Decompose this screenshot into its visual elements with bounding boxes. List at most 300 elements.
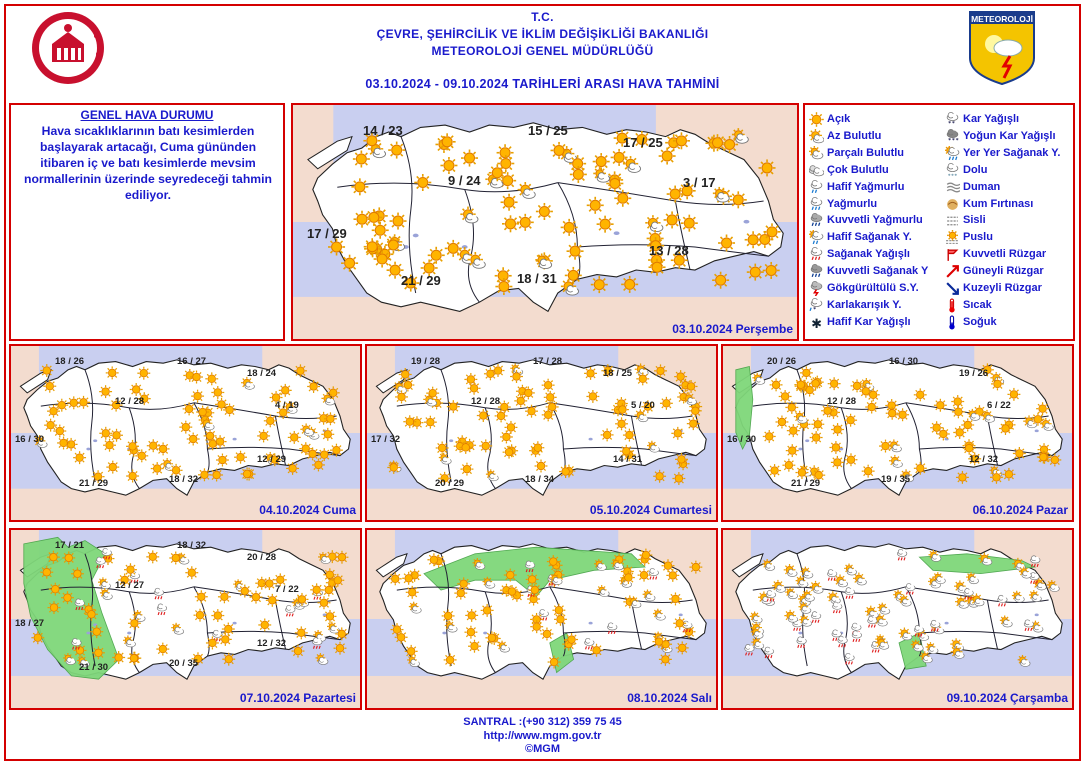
temperature-label: 18 / 25 (603, 368, 633, 379)
sun-icon (570, 166, 587, 183)
legend-label: Dolu (963, 163, 988, 176)
sun-icon (47, 551, 60, 564)
sun-icon (211, 386, 224, 399)
temperature-label: 21 / 29 (79, 478, 109, 489)
sun-icon (395, 390, 408, 403)
sun-icon (671, 427, 684, 440)
sun-icon (399, 368, 412, 381)
sun-icon (424, 416, 437, 429)
svg-text:*: * (948, 137, 952, 144)
sun-icon (497, 155, 514, 172)
sun-icon (49, 583, 62, 596)
sun-icon (500, 430, 513, 443)
sun-icon (402, 572, 415, 585)
sun-icon (322, 584, 335, 597)
temperature-label: 15 / 25 (528, 123, 568, 138)
sun-icon (258, 618, 271, 631)
shower-icon (809, 247, 824, 262)
legend-label: Yağmurlu (827, 197, 878, 210)
header-tc: T.C. (531, 10, 554, 24)
sun-icon (673, 617, 686, 630)
snow-icon (945, 112, 960, 127)
sun-icon (447, 400, 460, 413)
sun-icon (128, 652, 141, 665)
sun-icon (126, 440, 139, 453)
sun-icon (307, 380, 320, 393)
header-ministry: ÇEVRE, ŞEHİRCİLİK VE İKLİM DEĞİŞİKLİĞİ BAKANLIĞI (376, 27, 709, 41)
day-label: 07.10.2024 Pazartesi (239, 691, 356, 705)
temperature-label: 21 / 30 (79, 662, 109, 673)
sun-icon (459, 441, 472, 454)
sun-icon (354, 211, 371, 228)
sun-icon (73, 451, 86, 464)
sun-icon (567, 243, 584, 260)
sun-icon (673, 132, 690, 149)
sun-icon (809, 377, 822, 390)
sun-icon (436, 441, 449, 454)
sun-icon (775, 416, 788, 429)
sun-icon (445, 240, 462, 257)
sun-icon (547, 555, 560, 568)
sun-icon (219, 633, 232, 646)
sun-icon (654, 364, 667, 377)
sun-icon (614, 190, 631, 207)
day-label: 03.10.2024 Perşembe (672, 322, 793, 336)
sun-icon (689, 561, 702, 574)
sun-icon (85, 608, 98, 621)
temperature-label: 5 / 20 (631, 400, 655, 411)
turkey-map (367, 346, 716, 520)
sandstorm-icon (945, 197, 960, 212)
temperature-label: 6 / 22 (987, 400, 1011, 411)
sun-icon (292, 645, 305, 658)
sun-icon (406, 586, 419, 599)
sun-icon (794, 378, 807, 391)
heavy-shower-icon (809, 264, 824, 279)
sun-icon (674, 370, 687, 383)
legend-label: Açık (827, 113, 851, 125)
sun-icon (137, 367, 150, 380)
sun-icon (681, 215, 698, 232)
header-directorate: METEOROLOJİ GENEL MÜDÜRLÜĞÜ (431, 44, 654, 58)
sun-icon (263, 577, 276, 590)
strong-wind-icon (945, 247, 960, 262)
sun-icon (484, 367, 497, 380)
sun-icon (845, 453, 858, 466)
sun-icon (454, 587, 467, 600)
sun-icon (829, 441, 842, 454)
sun-icon (321, 428, 334, 441)
svg-text:*: * (813, 306, 817, 313)
turkey-map (723, 530, 1072, 708)
sun-icon (526, 573, 539, 586)
sun-icon (481, 604, 494, 617)
sun-icon (385, 236, 402, 253)
sun-icon (106, 461, 119, 474)
sun-icon (811, 418, 824, 431)
legend-label: Kuvvetli Rüzgar (963, 248, 1047, 261)
smoke-icon (945, 180, 960, 195)
sun-icon (495, 409, 508, 422)
map-panel-day-1 (291, 103, 799, 341)
general-weather-title: GENEL HAVA DURUMU (80, 108, 214, 122)
sun-icon (318, 596, 331, 609)
sun-icon (414, 174, 431, 191)
sun-icon (223, 403, 236, 416)
sun-icon (544, 391, 557, 404)
legend-label: Soğuk (963, 315, 997, 328)
temperature-label: 3 / 17 (683, 175, 716, 190)
svg-text:METEOROLOJİ: METEOROLOJİ (971, 14, 1033, 24)
sun-icon (387, 461, 400, 474)
sun-icon (506, 585, 519, 598)
sun-icon (106, 366, 119, 379)
legend-label: Sıcak (963, 298, 992, 311)
sun-icon (364, 238, 381, 255)
map-panel-day-2 (9, 344, 362, 522)
sun-icon (672, 472, 685, 485)
temperature-label: 18 / 32 (169, 474, 199, 485)
sun-icon (896, 408, 909, 421)
sun-icon (427, 553, 440, 566)
sun-icon (312, 458, 325, 471)
temperature-label: 20 / 28 (247, 552, 277, 563)
sun-icon (759, 159, 776, 176)
sun-icon (310, 583, 323, 596)
map-panel-day-5 (9, 528, 362, 710)
sun-icon (403, 415, 416, 428)
sun-icon (222, 623, 235, 636)
sun-icon (763, 262, 780, 279)
sun-icon (324, 412, 337, 425)
sun-icon (584, 367, 597, 380)
sleet-icon (809, 298, 824, 313)
sun-icon (279, 384, 292, 397)
sun-icon (712, 272, 729, 289)
sun-icon (649, 259, 666, 276)
light-snow-icon (809, 315, 824, 330)
sun-icon (536, 203, 553, 220)
svg-text:✱: ✱ (811, 316, 822, 330)
legend-label: Karlakarışık Y. (827, 298, 902, 311)
sun-icon (388, 142, 405, 159)
sun-icon (660, 397, 673, 410)
sun-icon (234, 451, 247, 464)
sun-icon (914, 388, 927, 401)
day-label: 06.10.2024 Pazar (972, 503, 1068, 517)
sun-icon (288, 431, 301, 444)
sun-icon (990, 471, 1003, 484)
sun-icon (810, 431, 823, 444)
sun-icon (195, 590, 208, 603)
sun-icon (999, 422, 1012, 435)
sun-icon (611, 149, 628, 166)
thunderstorm-icon (809, 281, 824, 296)
general-weather-text: Hava sıcaklıklarının batı kesimlerden başlayarak artacağı, Cuma gününden itibaren iç ve batı kesimlerde mevsim normallerinin üzerinde seyredeceği tahmin ediliyor. (24, 124, 272, 202)
sun-icon (216, 454, 229, 467)
sun-icon (40, 566, 53, 579)
sun-icon (126, 470, 139, 483)
sun-icon (210, 469, 223, 482)
sun-icon (198, 468, 211, 481)
sun-icon (328, 238, 345, 255)
sun-icon (389, 572, 402, 585)
sun-icon (187, 433, 200, 446)
sun-icon (156, 643, 169, 656)
sun-icon (541, 627, 554, 640)
temperature-label: 12 / 32 (969, 454, 999, 465)
map-panel-day-6 (365, 528, 718, 710)
legend-label: Puslu (963, 231, 993, 244)
sun-icon (770, 378, 783, 391)
sun-icon (464, 626, 477, 639)
sun-icon (914, 462, 927, 475)
sun-icon (831, 456, 844, 469)
sun-icon (110, 429, 123, 442)
sun-icon (31, 631, 44, 644)
general-weather-box (9, 103, 285, 341)
sun-icon (468, 640, 481, 653)
sun-icon (495, 278, 512, 295)
sun-icon (831, 423, 844, 436)
sun-icon (457, 577, 470, 590)
sun-icon (130, 383, 143, 396)
temperature-label: 16 / 30 (15, 434, 45, 445)
sun-icon (439, 133, 456, 150)
sun-icon (306, 447, 319, 460)
sun-icon (222, 653, 235, 666)
temperature-label: 18 / 24 (247, 368, 277, 379)
sun-icon (57, 436, 70, 449)
sun-icon (718, 235, 735, 252)
legend-label: Sisli (963, 214, 986, 227)
sun-icon (485, 631, 498, 644)
legend-label: Yoğun Kar Yağışlı (963, 129, 1056, 142)
sun-icon (334, 642, 347, 655)
sun-icon (867, 388, 880, 401)
sun-icon (953, 426, 966, 439)
sun-icon (99, 427, 112, 440)
sun-icon (502, 215, 519, 232)
sun-icon (730, 191, 747, 208)
sun-icon (1007, 388, 1020, 401)
sun-icon (687, 417, 700, 430)
sun-icon (597, 216, 614, 233)
sun-icon (622, 571, 635, 584)
sun-icon (689, 404, 702, 417)
legend-label: Hafif Kar Yağışlı (827, 315, 911, 328)
sun-icon (763, 430, 776, 443)
sun-icon (601, 428, 614, 441)
sun-icon (565, 633, 578, 646)
sun-icon (250, 591, 263, 604)
sun-icon (590, 644, 603, 657)
sun-icon (768, 464, 781, 477)
sun-icon (504, 569, 517, 582)
sun-icon (62, 551, 75, 564)
temperature-label: 20 / 35 (169, 658, 199, 669)
sun-icon (461, 150, 478, 167)
sun-icon (264, 414, 277, 427)
sun-icon (464, 373, 477, 386)
map-panel-day-4 (721, 344, 1074, 522)
sun-icon (335, 627, 348, 640)
sun-icon (669, 592, 682, 605)
header-date-range: 03.10.2024 - 09.10.2024 TARİHLERİ ARASI HAVA TAHMİNİ (365, 77, 720, 91)
sun-icon (169, 552, 182, 565)
sun-icon (664, 211, 681, 228)
legend-label: Kuzeyli Rüzgar (963, 282, 1042, 294)
sun-icon (183, 402, 196, 415)
sun-icon (460, 463, 473, 476)
haze-icon (945, 230, 960, 245)
temperature-label: 16 / 30 (727, 434, 757, 445)
sun-icon (501, 194, 518, 211)
sun-icon (391, 623, 404, 636)
sun-icon (128, 617, 141, 630)
sun-icon (510, 370, 523, 383)
temperature-label: 12 / 28 (115, 396, 145, 407)
temperature-label: 14 / 31 (613, 454, 643, 465)
temperature-label: 16 / 30 (889, 356, 919, 367)
cloudy-icon (809, 163, 824, 178)
footer-copyright: ©MGM (525, 743, 560, 755)
sun-icon (616, 403, 629, 416)
temperature-label: 19 / 28 (411, 356, 441, 367)
sun-icon (530, 620, 543, 633)
sun-icon (53, 425, 66, 438)
sun-icon (551, 142, 568, 159)
heavy-snow-icon (945, 129, 960, 144)
sun-icon (48, 601, 61, 614)
sun-icon (324, 610, 337, 623)
sun-icon (286, 462, 299, 475)
legend-label: Yer Yer Sağanak Y. (963, 146, 1061, 159)
sun-icon (548, 656, 561, 669)
legend-label: Hafif Yağmurlu (827, 180, 905, 193)
temperature-label: 17 / 29 (307, 226, 347, 241)
sun-icon (135, 449, 148, 462)
fog-icon (945, 213, 960, 228)
north-wind-icon (945, 281, 960, 296)
sun-icon (206, 637, 219, 650)
turkey-map (11, 530, 360, 708)
sun-icon (190, 371, 203, 384)
sun-icon (211, 609, 224, 622)
sun-icon (204, 429, 217, 442)
day-label: 09.10.2024 Çarşamba (946, 691, 1068, 705)
sun-icon (43, 380, 56, 393)
sun-icon (667, 186, 684, 203)
sun-icon (721, 136, 738, 153)
temperature-label: 7 / 22 (275, 584, 299, 595)
sun-icon (559, 465, 572, 478)
sun-icon (365, 209, 382, 226)
sun-icon (659, 653, 672, 666)
sun-icon (426, 387, 439, 400)
day-label: 08.10.2024 Salı (627, 691, 712, 705)
sun-icon (1002, 468, 1015, 481)
sun-icon (639, 549, 652, 562)
sun-icon (205, 372, 218, 385)
sun-icon (318, 448, 331, 461)
temperature-label: 18 / 27 (15, 618, 45, 629)
sun-icon (991, 377, 1004, 390)
hot-icon (945, 298, 960, 313)
legend-label: Az Bulutlu (827, 129, 882, 142)
sun-icon (844, 414, 857, 427)
legend-label: Kuvvetli Yağmurlu (827, 214, 923, 227)
sun-icon (652, 635, 665, 648)
sun-icon (341, 255, 358, 272)
sun-icon (952, 405, 965, 418)
sun-icon (179, 421, 192, 434)
sun-icon (294, 364, 307, 377)
legend-box (803, 103, 1075, 341)
temperature-label: 21 / 29 (401, 273, 441, 288)
sun-icon (1036, 402, 1049, 415)
day-label: 04.10.2024 Cuma (259, 503, 356, 517)
scattered-shower-icon (945, 146, 960, 161)
sun-icon (90, 625, 103, 638)
temperature-label: 13 / 28 (649, 243, 689, 258)
temperature-label: 18 / 31 (517, 271, 557, 286)
sun-icon (444, 653, 457, 666)
sun-icon (963, 442, 976, 455)
map-panel-day-7 (721, 528, 1074, 710)
sun-icon (353, 151, 370, 168)
legend-label: Güneyli Rüzgar (963, 265, 1044, 278)
sun-icon (503, 446, 516, 459)
sun-icon (623, 429, 636, 442)
svg-text:*: * (951, 137, 955, 144)
sun-icon (257, 429, 270, 442)
legend-label: Parçalı Bulutlu (827, 146, 905, 159)
sun-icon (67, 396, 80, 409)
sun-icon (709, 134, 726, 151)
sun-icon (851, 379, 864, 392)
map-panel-day-3 (365, 344, 718, 522)
heavy-rain-icon (809, 213, 824, 228)
turkey-map (293, 105, 797, 339)
sun-icon (879, 440, 892, 453)
temperature-label: 20 / 29 (435, 478, 465, 489)
sun-icon (531, 441, 544, 454)
temperature-label: 18 / 26 (55, 356, 85, 367)
sun-icon (191, 390, 204, 403)
legend-label: Gökgürültülü S.Y. (827, 282, 919, 294)
footer-url[interactable]: http://www.mgm.gov.tr (483, 730, 602, 742)
temperature-label: 18 / 32 (177, 540, 207, 551)
sun-icon (787, 424, 800, 437)
sun-icon (44, 419, 57, 432)
sun-icon (828, 377, 841, 390)
sun-icon (295, 626, 308, 639)
sun-icon (390, 213, 407, 230)
temperature-label: 17 / 25 (623, 135, 663, 150)
sun-icon (374, 251, 391, 268)
footer-phone: SANTRAL :(+90 312) 359 75 45 (463, 716, 622, 728)
temperature-label: 19 / 35 (881, 474, 911, 485)
sun-icon (561, 219, 578, 236)
sun-icon (685, 380, 698, 393)
sun-icon (266, 594, 279, 607)
temperature-label: 12 / 29 (257, 454, 287, 465)
legend-label: Duman (963, 180, 1001, 193)
hail-icon (945, 163, 960, 178)
sun-icon (61, 591, 74, 604)
temperature-label: 12 / 28 (827, 396, 857, 407)
